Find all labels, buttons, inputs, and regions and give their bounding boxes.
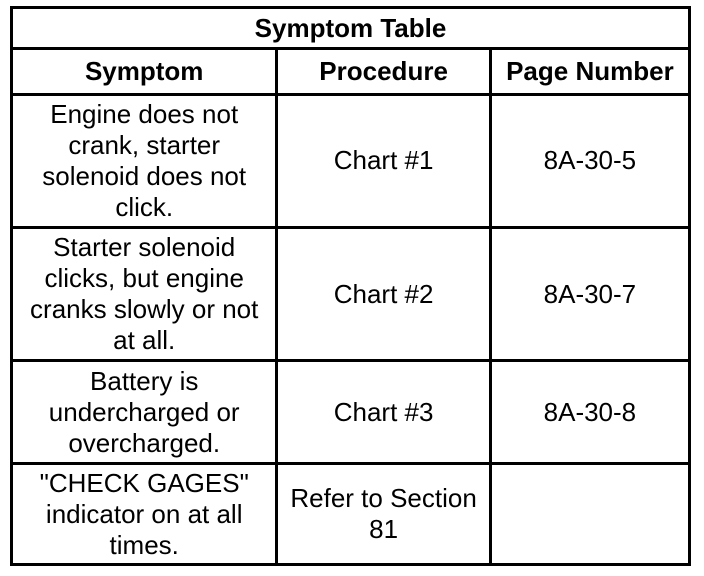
table-row bbox=[12, 94, 690, 227]
table-row bbox=[12, 227, 690, 360]
symptom-cell: Battery is undercharged or overcharged. bbox=[12, 361, 277, 464]
procedure-cell: Chart #1 bbox=[277, 94, 490, 227]
procedure-cell: Chart #3 bbox=[277, 361, 490, 464]
table-row bbox=[12, 464, 690, 565]
symptom-cell: "CHECK GAGES" indicator on at all times. bbox=[12, 464, 277, 565]
title-row bbox=[12, 8, 690, 49]
page-number-cell: 8A-30-7 bbox=[490, 227, 689, 360]
symptom-cell: Engine does not crank, starter solenoid does not click. bbox=[12, 94, 277, 227]
header-row bbox=[12, 49, 690, 94]
header-page-number: Page Number bbox=[490, 49, 689, 94]
page-number-cell: 8A-30-8 bbox=[490, 361, 689, 464]
header-procedure: Procedure bbox=[277, 49, 490, 94]
page-number-cell: 8A-30-5 bbox=[490, 94, 689, 227]
table-title: Symptom Table bbox=[12, 8, 690, 49]
page-number-cell bbox=[490, 464, 689, 565]
procedure-cell: Refer to Section 81 bbox=[277, 464, 490, 565]
symptom-cell: Starter solenoid clicks, but engine cranks slowly or not at all. bbox=[12, 227, 277, 360]
table-row bbox=[12, 361, 690, 464]
procedure-cell: Chart #2 bbox=[277, 227, 490, 360]
symptom-table bbox=[10, 6, 691, 566]
header-symptom: Symptom bbox=[12, 49, 277, 94]
